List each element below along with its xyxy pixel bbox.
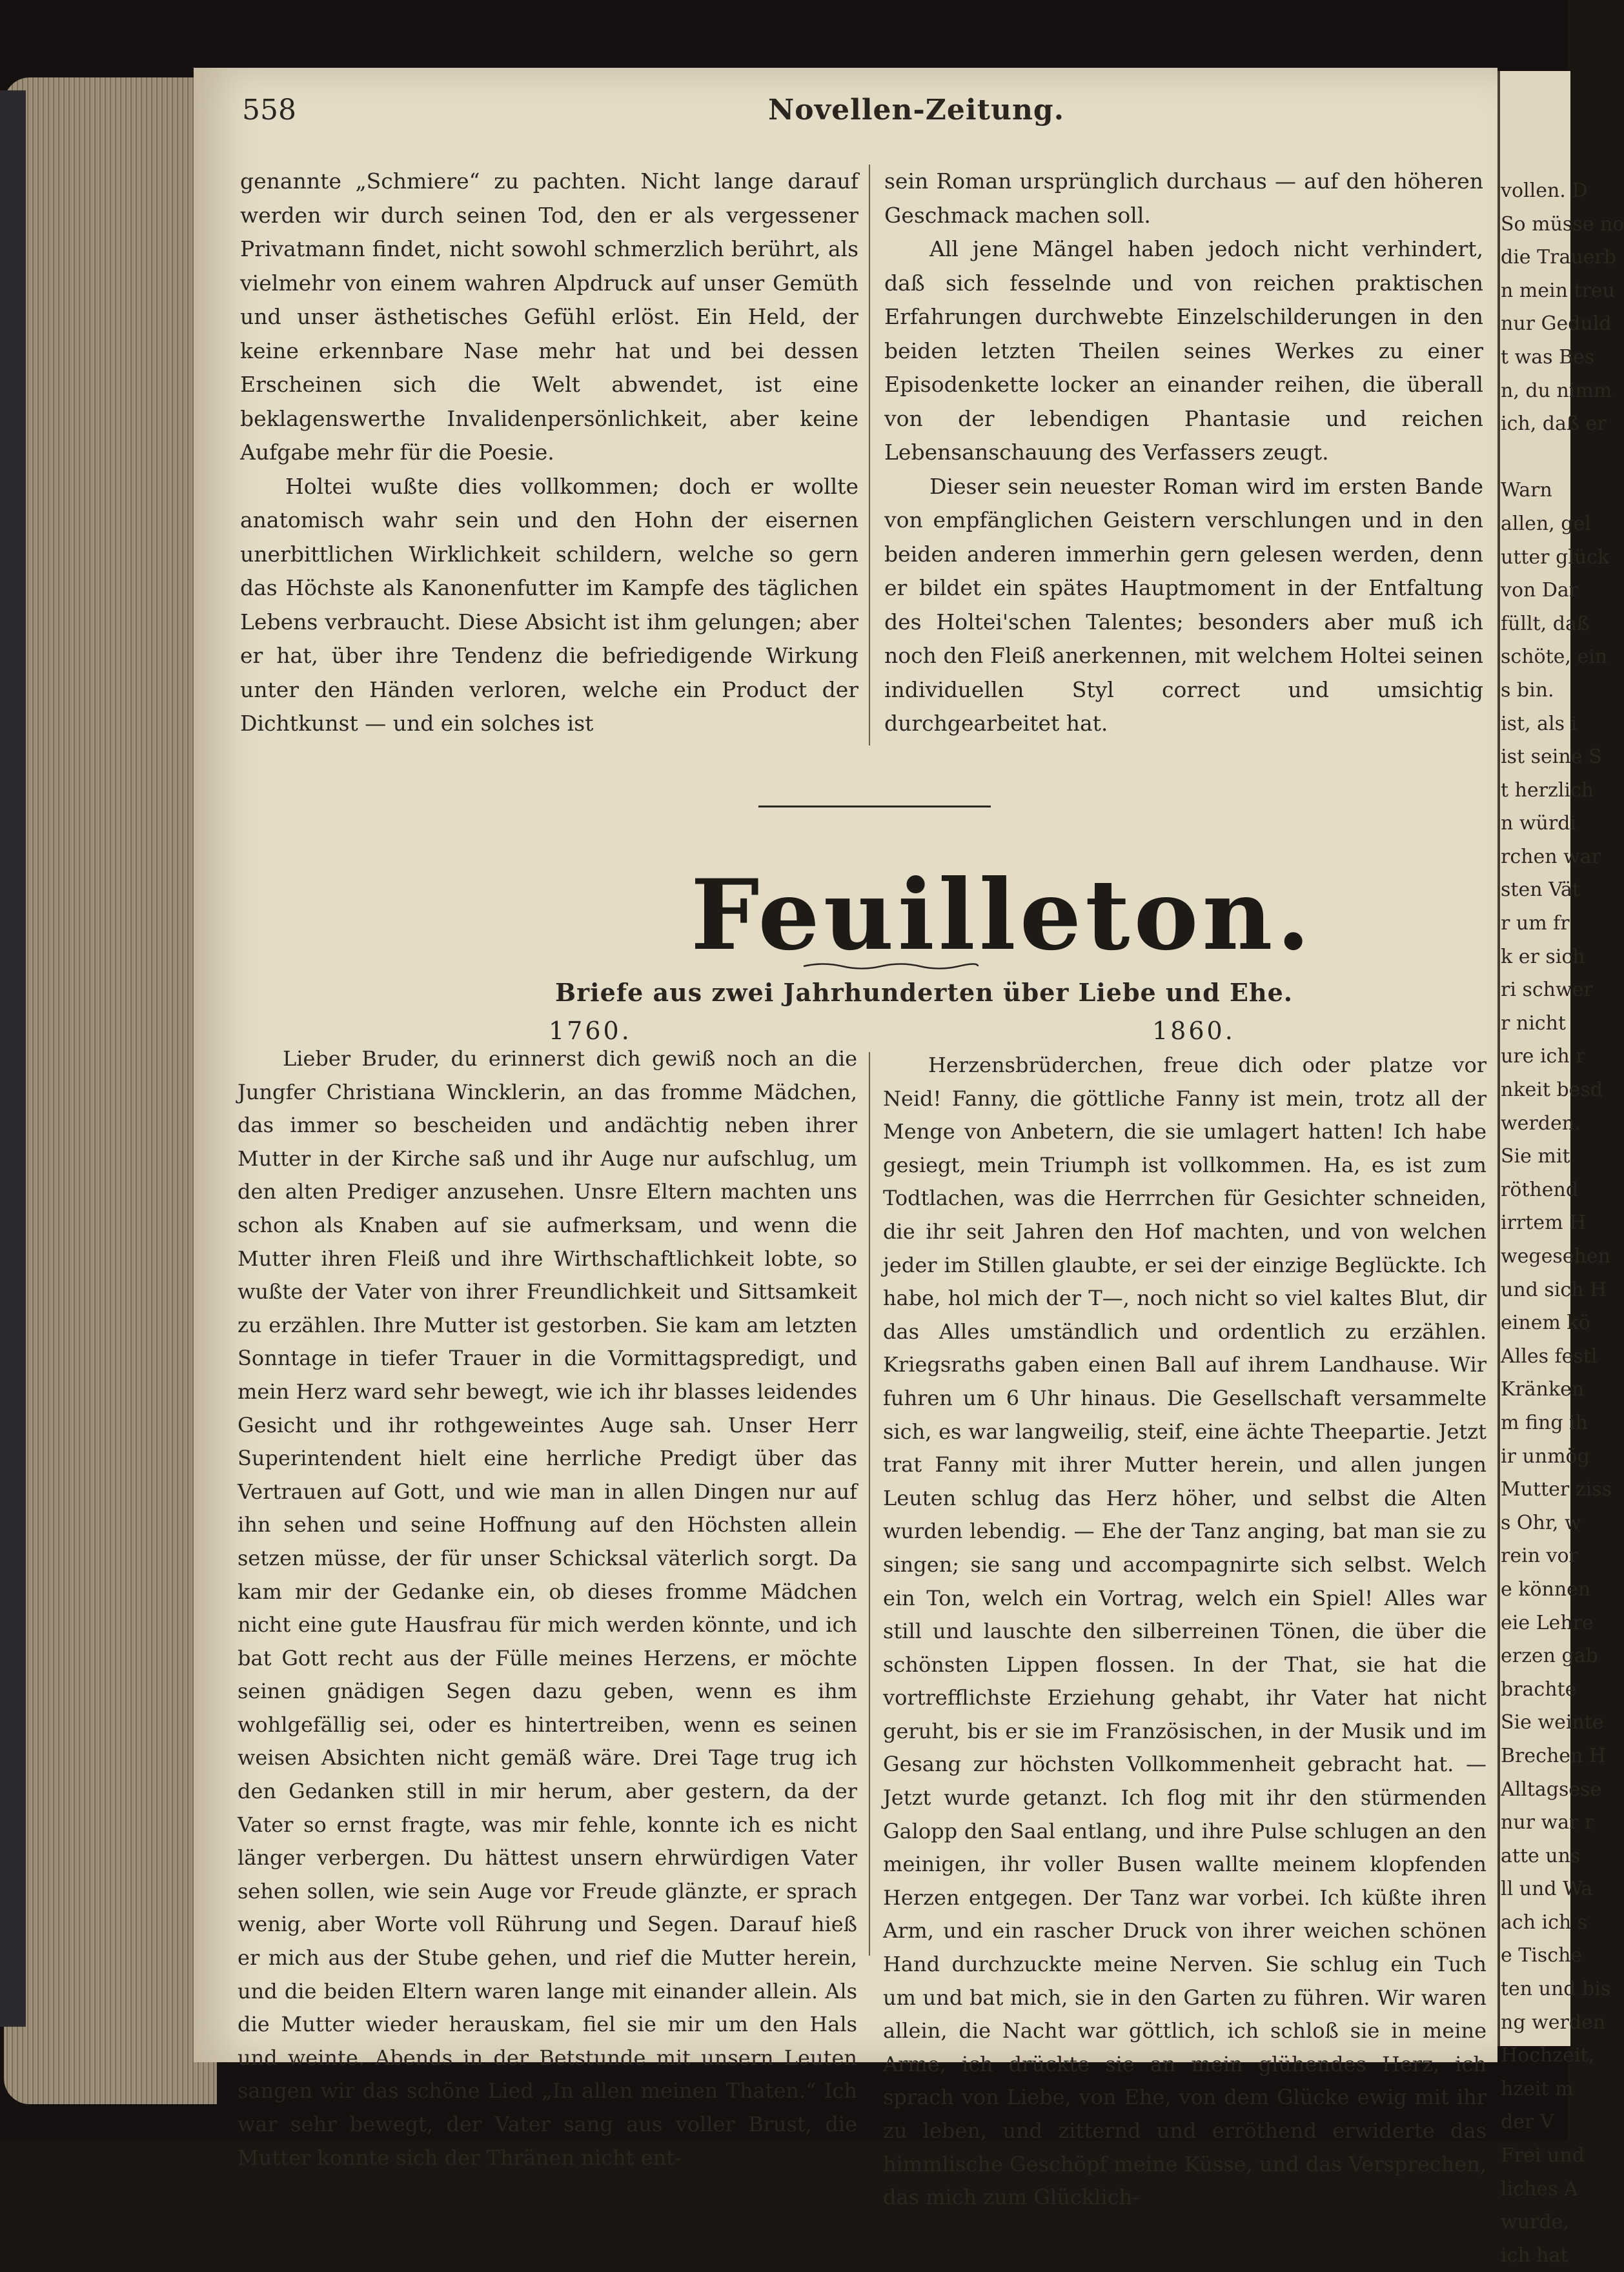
ornament-flourish-icon <box>804 962 978 971</box>
section-separator <box>758 806 991 807</box>
column-divider <box>869 1052 870 1956</box>
facing-page-line: erzen gab <box>1501 1645 1598 1668</box>
facing-page-line: Frei und <box>1501 2144 1585 2167</box>
facing-page-line <box>1501 441 1568 474</box>
facing-page-line: sten Vät <box>1501 878 1580 902</box>
facing-page-line: nur Geduld <box>1501 312 1612 336</box>
facing-page-line: So müsse no <box>1501 212 1624 236</box>
facing-page-line: werden. <box>1501 1111 1581 1135</box>
facing-page-line: ist seine S <box>1501 746 1602 769</box>
facing-page-line: s bin. <box>1501 678 1554 702</box>
facing-page-line: k er sich <box>1501 945 1585 968</box>
facing-page-line: Alltagsese <box>1501 1778 1602 1801</box>
facing-page-line: ure ich r <box>1501 1045 1585 1068</box>
column-divider <box>869 165 870 746</box>
facing-page-line: n, du nimm <box>1501 379 1612 402</box>
facing-page-line: ri schwer <box>1501 979 1593 1002</box>
facing-page-line: von Dar <box>1501 579 1579 602</box>
facing-page-line: und sich H <box>1501 1278 1607 1301</box>
facing-page-line: Brechen H <box>1501 1744 1607 1767</box>
facing-page-line: brachte <box>1501 1678 1577 1701</box>
facing-page-line: wurde, <box>1501 2211 1569 2234</box>
facing-page-line: m fing ih <box>1501 1411 1588 1434</box>
facing-page-line: ich, daß er <box>1501 412 1607 436</box>
letter-text: Lieber Bruder, du erinnerst dich gewiß noch an die Jungfer Christiana Wincklerin, an das fromme Mädchen, das immer so bescheiden und andächtig neben ihrer Mutter in der Kirche saß und ihr Auge nur aufschlug, um den alten Prediger anzusehen. Unsre Eltern machten uns schon als Knaben auf sie aufmerksam, und wenn die Mutter ihren Fleiß und ihre Wirthschaftlichkeit lobte, so wußte der Vater von ihrer Freundlichkeit und Sittsamkeit zu erzählen. Ihre Mutter ist gestorben. Sie kam am letzten Sonntage in tiefer Trauer in die Vormittagspredigt, und mein Herz ward sehr bewegt, wie ich ihr blasses leidendes Gesicht und ihr rothgeweintes Auge sah. Unser Herr Superintendent hielt eine herrliche Predigt über das Vertrauen auf Gott, und wie man in allen Dingen nur auf ihn sehen und seine Hoffnung auf den Höchsten allein setzen müsse, der für unser Schicksal väterlich sorgt. Da kam mir der Gedanke ein, ob dieses fromme Mädchen nicht eine gute Hausfrau für mich werden könnte, und ich bat Gott recht aus der Fülle meines Herzens, er möchte seinen gnädigen Segen dazu geben, wenn es ihm wohlgefällig sei, oder es hintertreiben, wenn es seinen weisen Absichten nicht gemäß wäre. Drei Tage trug ich den Gedanken still in mir herum, aber gestern, da der Vater so ernst fragte, was mir fehle, konnte ich es nicht länger verbergen. Du hättest unsern ehrwürdigen Vater sehen sollen, wie sein Auge vor Freude glänzte, er sprach wenig, aber Worte voll Rührung und Segen. Darauf hieß er mich aus der Stube gehen, und rief die Mutter herein, und die beiden Eltern waren lange mit einander allein. Als die Mutter wieder herauskam, fiel sie mir um den Hals und weinte. Abends in der Betstunde mit unsern Leuten sangen wir das schöne Lied „In allen meinen Thaten.“ Ich war sehr bewegt, der Vater sang aus voller Brust, die Mutter konnte sich der Thränen nicht ent- <box>238 1046 857 2170</box>
facing-page-line: der V <box>1501 2111 1554 2134</box>
facing-page-line: irrtem H <box>1501 1212 1587 1235</box>
year-1860: 1860. <box>1152 1017 1235 1045</box>
facing-page-line: rein vor <box>1501 1545 1578 1568</box>
facing-page-line: hzeit m <box>1501 2077 1574 2100</box>
facing-page-line: Kränken <box>1501 1378 1585 1401</box>
facing-page-line: e Tische <box>1501 1944 1583 1967</box>
page-number: 558 <box>242 94 296 127</box>
paragraph: genannte „Schmiere“ zu pachten. Nicht lange darauf werden wir durch seinen Tod, den er als vergessener Privatmann findet, nicht sowohl schmerzlich berührt, als vielmehr von einem wahren Alpdruck auf unser Gemüth und unser ästhetisches Gefühl erlöst. Ein Held, der keine erkennbare Nase mehr hat und bei dessen Erscheinen sich die Welt abwendet, ist eine beklagenswerthe Invalidenpersönlichkeit, aber keine Aufgabe mehr für die Poesie. <box>240 168 858 465</box>
facing-page-line: röthend <box>1501 1178 1579 1201</box>
facing-page-line: eie Lehre <box>1501 1611 1594 1634</box>
facing-page-line: wegesehen <box>1501 1245 1610 1268</box>
facing-page-line: n mein treu <box>1501 279 1615 302</box>
letter-1760 <box>238 1042 857 2175</box>
facing-page-line: t was Bes <box>1501 345 1595 369</box>
facing-page-line: n würdi <box>1501 812 1576 835</box>
facing-page-line: rchen war <box>1501 845 1601 868</box>
facing-page-line: ist, als i <box>1501 712 1578 735</box>
year-1760: 1760. <box>549 1017 632 1045</box>
facing-page-line: Warn <box>1501 479 1552 502</box>
facing-page-line: ten und bis <box>1501 1978 1611 2001</box>
paragraph: sein Roman ursprünglich durchaus — auf den höheren Geschmack machen soll. <box>884 168 1483 228</box>
letter-1860 <box>883 1049 1487 2215</box>
facing-page-line: füllt, daß <box>1501 612 1590 635</box>
page-edges <box>4 77 217 2104</box>
top-left-column <box>240 165 858 741</box>
letters-heading: Briefe aus zwei Jahrhunderten über Liebe und Ehe. <box>555 978 1293 1007</box>
facing-page-line: ir unmög <box>1501 1445 1590 1468</box>
facing-page-line: ng werden <box>1501 2011 1606 2034</box>
journal-title: Novellen-Zeitung. <box>768 94 1065 127</box>
facing-page-line: vollen. D <box>1501 179 1588 202</box>
facing-page-line: s Ohr, w <box>1501 1511 1581 1534</box>
facing-page-line: liches A <box>1501 2177 1578 2200</box>
top-right-column <box>884 165 1483 741</box>
facing-page-text <box>1501 174 1624 2272</box>
letter-text: Herzensbrüderchen, freue dich oder platze vor Neid! Fanny, die göttliche Fanny ist mein, trotz all der Menge von Anbetern, die sie umlagert hatten! Ich habe gesiegt, mein Triumph ist vollkommen. Ha, es ist zum Todtlachen, was die Herrrchen für Gesichter schneiden, die ihr seit Jahren den Hof machten, und von welchen jeder im Stillen glaubte, er sei der einzige Beglückte. Ich habe, hol mich der T—, noch nicht so viel kaltes Blut, dir das Alles umständlich und ordentlich zu erzählen. Kriegsraths gaben einen Ball auf ihrem Landhause. Wir fuhren um 6 Uhr hinaus. Die Gesellschaft versammelte sich, es war langweilig, steif, eine ächte Theepartie. Jetzt trat Fanny mit ihrer Mutter herein, und allen jungen Leuten schlug das Herz höher, und selbst die Alten wurden lebendig. — Ehe der Tanz anging, bat man sie zu singen; sie sang und accompagnirte sich selbst. Welch ein Ton, welch ein Vortrag, welch ein Spiel! Alles war still und lauschte den silberreinen Tönen, die über die schönsten Lippen flossen. In der That, sie hat die vortrefflichste Erziehung gehabt, ihr Vater hat nicht geruht, bis er sie im Französischen, in der Musik und im Gesang zur höchsten Vollkommenheit gebracht hat. — Jetzt wurde getanzt. Ich flog mit ihr den stürmenden Galopp den Saal entlang, und ihre Pulse schlugen an den meinigen, ihr voller Busen wallte meinem klopfenden Herzen entgegen. Der Tanz war vorbei. Ich küßte ihren Arm, und ein rascher Druck von ihrer weichen schönen Hand durchzuckte meine Nerven. Sie schlug ein Tuch um und bat mich, sie in den Garten zu führen. Wir waren allein, die Nacht war göttlich, ich schloß sie in meine Arme, ich drückte sie an mein glühendes Herz, ich sprach von Liebe, von Ehe, von dem Glücke ewig mit ihr zu leben, und zitternd und erröthend erwiderte das himmlische Geschöpf meine Küsse, und das Versprechen, das mich zum Glücklich- <box>883 1053 1487 2210</box>
facing-page-line: allen, gel <box>1501 512 1591 535</box>
paragraph: All jene Mängel haben jedoch nicht verhindert, daß sich fesselnde und von reichen praktischen Erfahrungen durchwebte Einzelschilderungen in den beiden letzten Theilen seines Werkes zu einer Episodenkette locker an einander reihen, die überall von der lebendigen Phantasie und reichen Lebensanschauung des Verfassers zeugt. <box>884 236 1483 465</box>
facing-page-line: utter glück <box>1501 545 1610 569</box>
facing-page-line: schöte, ein <box>1501 645 1608 669</box>
paragraph: Holtei wußte dies vollkommen; doch er wollte anatomisch wahr sein und den Hohn der eisernen unerbittlichen Wirklichkeit schildern, welche so gern das Höchste als Kanonenfutter im Kampfe des täglichen Lebens verbraucht. Diese Absicht ist ihm gelungen; aber er hat, über ihre Tendenz die befriedigende Wirkung unter den Händen verloren, welche ein Product der Dichtkunst — und ein solches ist <box>240 473 858 736</box>
facing-page-line: Sie weinte <box>1501 1711 1604 1734</box>
paragraph: Dieser sein neuester Roman wird im ersten Bande von empfänglichen Geistern verschlungen und in den beiden anderen immerhin gern gelesen werden, denn er bildet ein spätes Hauptmoment in der Entfaltung des Holtei'schen Talentes; besonders aber muß ich noch den Fleiß anerkennen, mit welchem Holtei seinen individuellen Styl correct und umsichtig durchgearbeitet hat. <box>884 473 1483 736</box>
facing-page-line: Sie mit <box>1501 1145 1570 1168</box>
facing-page-line: Alles festl <box>1501 1344 1598 1368</box>
facing-page-line: t herzlich <box>1501 778 1594 802</box>
book-spine <box>0 90 26 2027</box>
facing-page-line: ll und Wa <box>1501 1878 1593 1901</box>
facing-page-line: die Trauerb <box>1501 246 1616 269</box>
facing-page-line: e können <box>1501 1577 1591 1601</box>
facing-page-line: Mutter ziss <box>1501 1478 1612 1501</box>
facing-page-line: ich hat <box>1501 2244 1568 2267</box>
facing-page-line: ach ich s <box>1501 1911 1588 1934</box>
facing-page-line: r um fr <box>1501 912 1570 935</box>
facing-page-line: r nicht <box>1501 1011 1566 1035</box>
facing-page-line: atte uns <box>1501 1844 1581 1867</box>
facing-page-line: einem kö <box>1501 1312 1590 1335</box>
facing-page-line: nur war r <box>1501 1811 1594 1834</box>
facing-page-line: nkeit besd <box>1501 1079 1603 1102</box>
section-title: Feuilleton. <box>691 858 1314 972</box>
facing-page-line: Hochzeit, <box>1501 2044 1595 2067</box>
